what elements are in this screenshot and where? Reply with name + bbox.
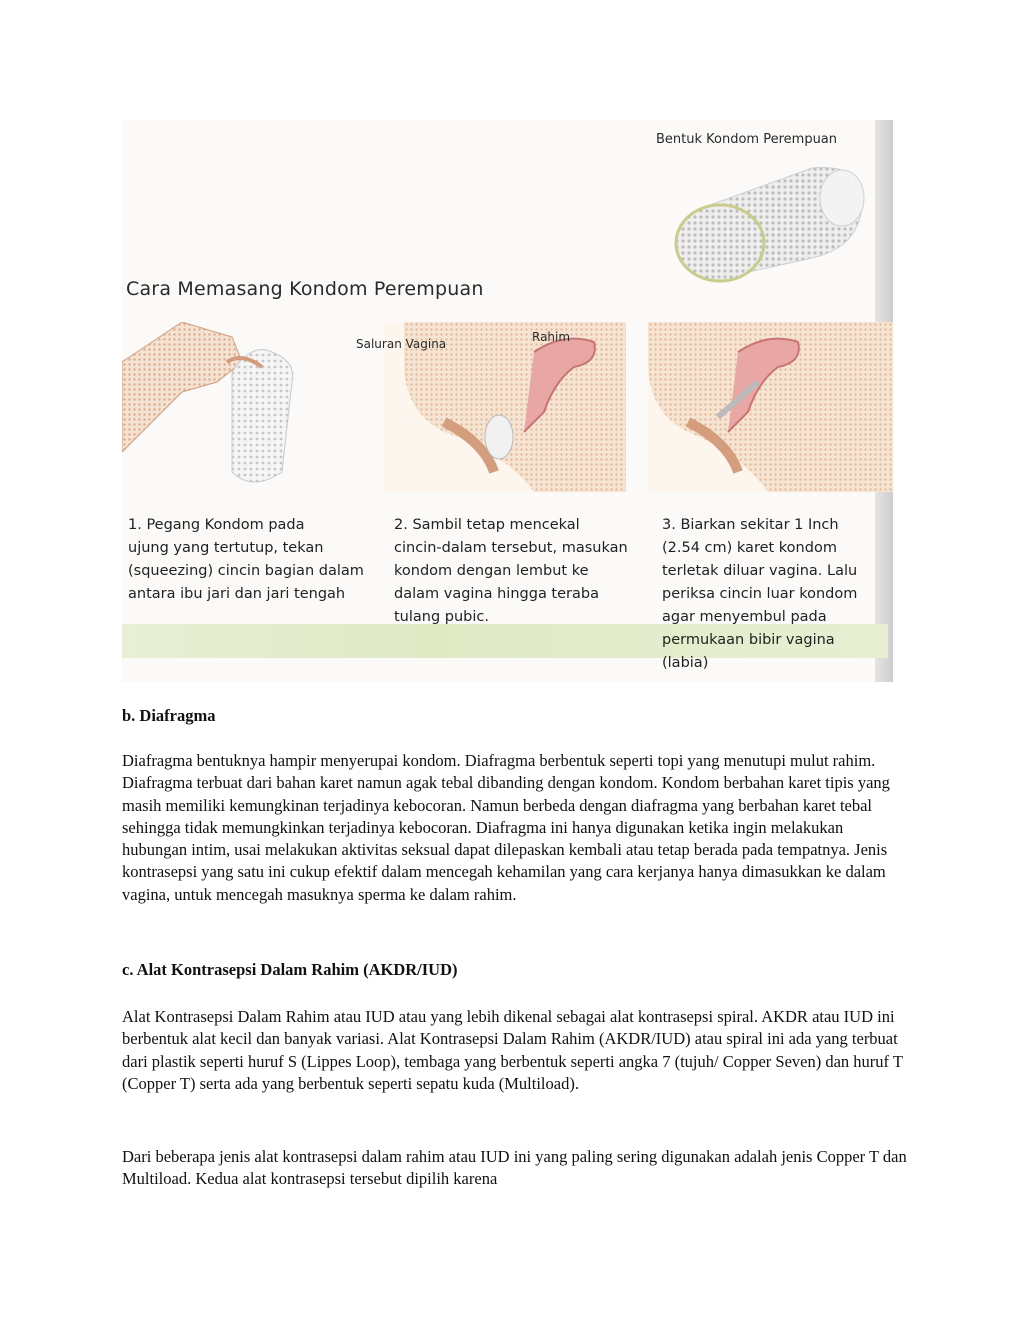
section-c-paragraph-2: Dari beberapa jenis alat kontrasepsi dalam rahim atau IUD ini yang paling sering digunakan adalah jenis Copper T dan Multiload. Kedua alat kontrasepsi tersebut dipilih karena: [122, 1147, 907, 1189]
instruction-figure: [122, 120, 893, 682]
female-condom-illustration: [662, 148, 882, 288]
section-b-heading: b. Diafragma: [122, 706, 216, 725]
step-1-text: 1. Pegang Kondom pada ujung yang tertutup, tekan (squeezing) cincin bagian dalam antara ibu jari dan jari tengah: [128, 517, 364, 602]
label-saluran-vagina: Saluran Vagina: [356, 337, 447, 351]
section-c-paragraph-1: Alat Kontrasepsi Dalam Rahim atau IUD atau yang lebih dikenal sebagai alat kontrasepsi spiral. AKDR atau IUD ini berbentuk alat kecil dan banyak variasi. Alat Kontrasepsi Dalam Rahim (AKDR/IUD) atau spiral ini ada yang terbuat dari plastik seperti huruf S (Lippes Loop), tembaga yang berbentuk seperti angka 7 (tujuh/ Copper Seven) dan huruf T (Copper T) serta ada yang berbentuk seperti sepatu kuda (Multiload).: [122, 1007, 903, 1093]
section-b-paragraph: Diafragma bentuknya hampir menyerupai kondom. Diafragma berbentuk seperti topi yang menutupi mulut rahim. Diafragma terbuat dari bahan karet namun agak tebal dibanding dengan kondom. Kondom berbahan karet tipis yang masih memiliki kemungkinan terjadinya kebocoran. Namun berbeda dengan diafragma yang berbahan karet tebal sehingga tidak memungkinkan terjadinya kebocoran. Diafragma ini hanya digunakan ketika ingin melakukan hubungan intim, usai melakukan aktivitas seksual dapat dilepaskan kembali atau tetap berada pada tempatnya. Jenis kontrasepsi yang satu ini cukup efektif dalam mencegah kehamilan yang cara kerjanya hanya dimasukkan ke dalam vagina, untuk mencegah masuknya sperma ke dalam rahim.: [122, 751, 890, 904]
step-1-illustration: [122, 322, 364, 492]
figure-title: Cara Memasang Kondom Perempuan: [126, 278, 484, 300]
step-3-text: 3. Biarkan sekitar 1 Inch (2.54 cm) karet kondom terletak diluar vagina. Lalu periksa cincin luar kondom agar menyembul pada permukaan bibir vagina (labia): [662, 517, 858, 671]
label-rahim: Rahim: [532, 330, 571, 344]
step-2-text: 2. Sambil tetap mencekal cincin-dalam tersebut, masukan kondom dengan lembut ke dalam vagina hingga teraba tulang pubic.: [394, 517, 628, 625]
section-c-heading: c. Alat Kontrasepsi Dalam Rahim (AKDR/IUD): [122, 960, 458, 979]
step-3-illustration: [648, 322, 893, 492]
figure-caption: Bentuk Kondom Perempuan: [656, 132, 838, 147]
